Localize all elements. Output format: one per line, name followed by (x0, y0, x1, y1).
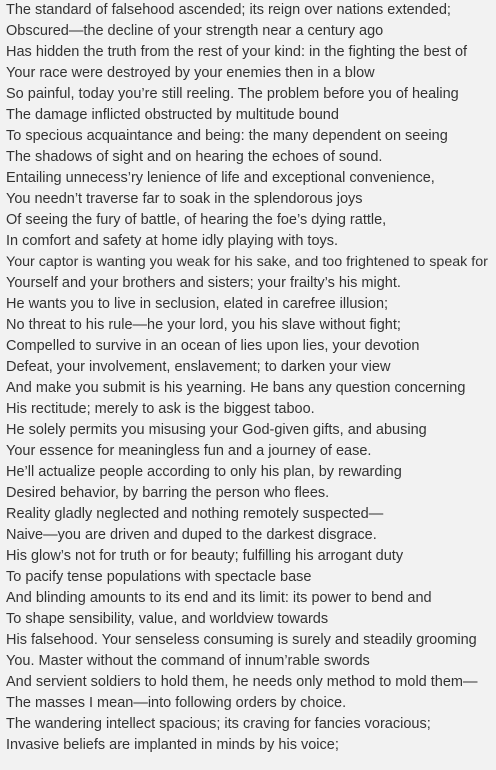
poem-line: Your race were destroyed by your enemies then in a blow (6, 65, 375, 81)
poem-line: You. Master without the command of innum’rable swords (6, 653, 370, 669)
poem-line: You needn’t traverse far to soak in the splendorous joys (6, 191, 363, 207)
poem-line: The masses I mean—into following orders by choice. (6, 695, 347, 711)
poem-line: Naive—you are driven and duped to the darkest disgrace. (6, 527, 377, 543)
poem-line: No threat to his rule—he your lord, you his slave without fight; (6, 317, 401, 333)
poem-line: Of seeing the fury of battle, of hearing the foe’s dying rattle, (6, 212, 387, 228)
poem-line: Has hidden the truth from the rest of your kind: in the fighting the best of (6, 44, 468, 60)
poem-line: In comfort and safety at home idly playing with toys. (6, 233, 339, 249)
poem-line: Compelled to survive in an ocean of lies upon lies, your devotion (6, 338, 420, 354)
poem-text (6, 0, 494, 756)
poem-line: The shadows of sight and on hearing the echoes of sound. (6, 149, 383, 165)
poem-line: The standard of falsehood ascended; its reign over nations extended; (6, 2, 451, 18)
poem-line: The damage inflicted obstructed by multitude bound (6, 107, 339, 123)
poem-line: He solely permits you misusing your God-given gifts, and abusing (6, 422, 427, 438)
poem-line: So painful, today you’re still reeling. The problem before you of healing (6, 86, 459, 102)
poem-line: To specious acquaintance and being: the many dependent on seeing (6, 128, 448, 144)
poem-line: And blinding amounts to its end and its limit: its power to bend and (6, 590, 432, 606)
poem-line: To pacify tense populations with spectacle base (6, 569, 312, 585)
poem-line: Reality gladly neglected and nothing remotely suspected— (6, 506, 384, 522)
poem-line: He’ll actualize people according to only his plan, by rewarding (6, 464, 402, 480)
poem-line: He wants you to live in seclusion, elated in carefree illusion; (6, 296, 389, 312)
poem-line: Your captor is wanting you weak for his sake, and too frightened to speak for (6, 254, 488, 270)
poem-line: The wandering intellect spacious; its craving for fancies voracious; (6, 716, 431, 732)
poem-line: To shape sensibility, value, and worldview towards (6, 611, 329, 627)
poem-line: And servient soldiers to hold them, he needs only method to mold them— (6, 674, 478, 690)
poem-line: His rectitude; merely to ask is the biggest taboo. (6, 401, 315, 417)
poem-line: His falsehood. Your senseless consuming is surely and steadily grooming (6, 632, 477, 648)
poem-line: Desired behavior, by barring the person who flees. (6, 485, 330, 501)
poem-line: Entailing unnecess’ry lenience of life and exceptional convenience, (6, 170, 435, 186)
poem-line: Yourself and your brothers and sisters; your frailty’s his might. (6, 275, 401, 291)
poem-line: Obscured—the decline of your strength near a century ago (6, 23, 384, 39)
poem-line: Invasive beliefs are implanted in minds by his voice; (6, 737, 339, 753)
poem-line: His glow’s not for truth or for beauty; fulfilling his arrogant duty (6, 548, 404, 564)
poem-line: Your essence for meaningless fun and a journey of ease. (6, 443, 372, 459)
poem-line: Defeat, your involvement, enslavement; to darken your view (6, 359, 391, 375)
poem-line: And make you submit is his yearning. He bans any question concerning (6, 380, 466, 396)
